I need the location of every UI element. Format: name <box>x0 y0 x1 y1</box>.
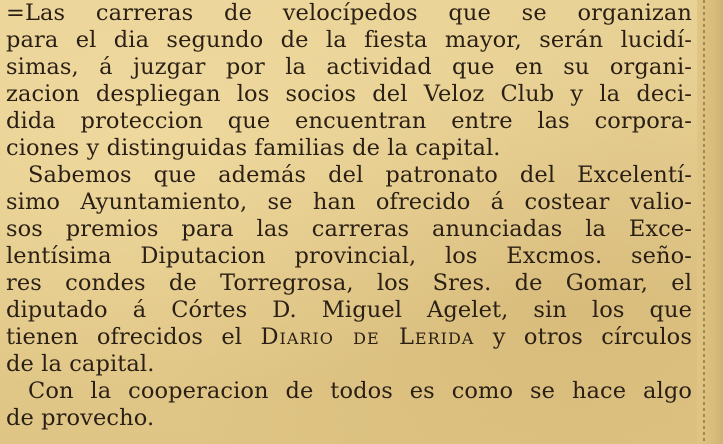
text-line: simo Ayuntamiento, se han ofrecido á costear valio- <box>6 189 692 215</box>
text-fragment: tienen ofrecidos el <box>6 324 261 350</box>
paragraph-velocipede-races <box>6 0 692 162</box>
text-line: zacion despliegan los socios del Veloz Club y la deci- <box>6 81 692 107</box>
text-line: de la capital. <box>6 351 155 377</box>
text-line: ciones y distinguidas familias de la capital. <box>6 135 501 161</box>
text-line: res condes de Torregrosa, los Sres. de Gomar, el <box>6 270 692 296</box>
text-line: sos premios para las carreras anunciadas la Exce- <box>6 216 692 242</box>
text-line: de provecho. <box>6 405 155 431</box>
text-line: diputado á Córtes D. Miguel Agelet, sin los que <box>6 297 692 323</box>
text-line: simas, á juzgar por la actividad que en su organi- <box>6 54 692 80</box>
paragraph-cooperation <box>6 378 692 432</box>
text-line: Con la cooperacion de todos es como se hace algo <box>28 378 692 404</box>
dotted-rule <box>703 0 705 444</box>
paragraph-prizes <box>6 162 692 378</box>
text-line: dida proteccion que encuentran entre las corpora- <box>6 108 692 134</box>
text-line-with-newspaper-name <box>6 324 692 351</box>
text-line: =Las carreras de velocípedos que se organizan <box>6 0 692 26</box>
text-line: Sabemos que además del patronato del Excelentí- <box>28 162 692 188</box>
text-line: para el dia segundo de la fiesta mayor, serán lucidí- <box>6 27 692 53</box>
newspaper-name: Diario de Lerida <box>260 324 475 350</box>
text-fragment: y otros círculos <box>474 324 692 350</box>
column-border <box>697 0 723 444</box>
text-line: lentísima Diputacion provincial, los Excmos. seño- <box>6 243 692 269</box>
